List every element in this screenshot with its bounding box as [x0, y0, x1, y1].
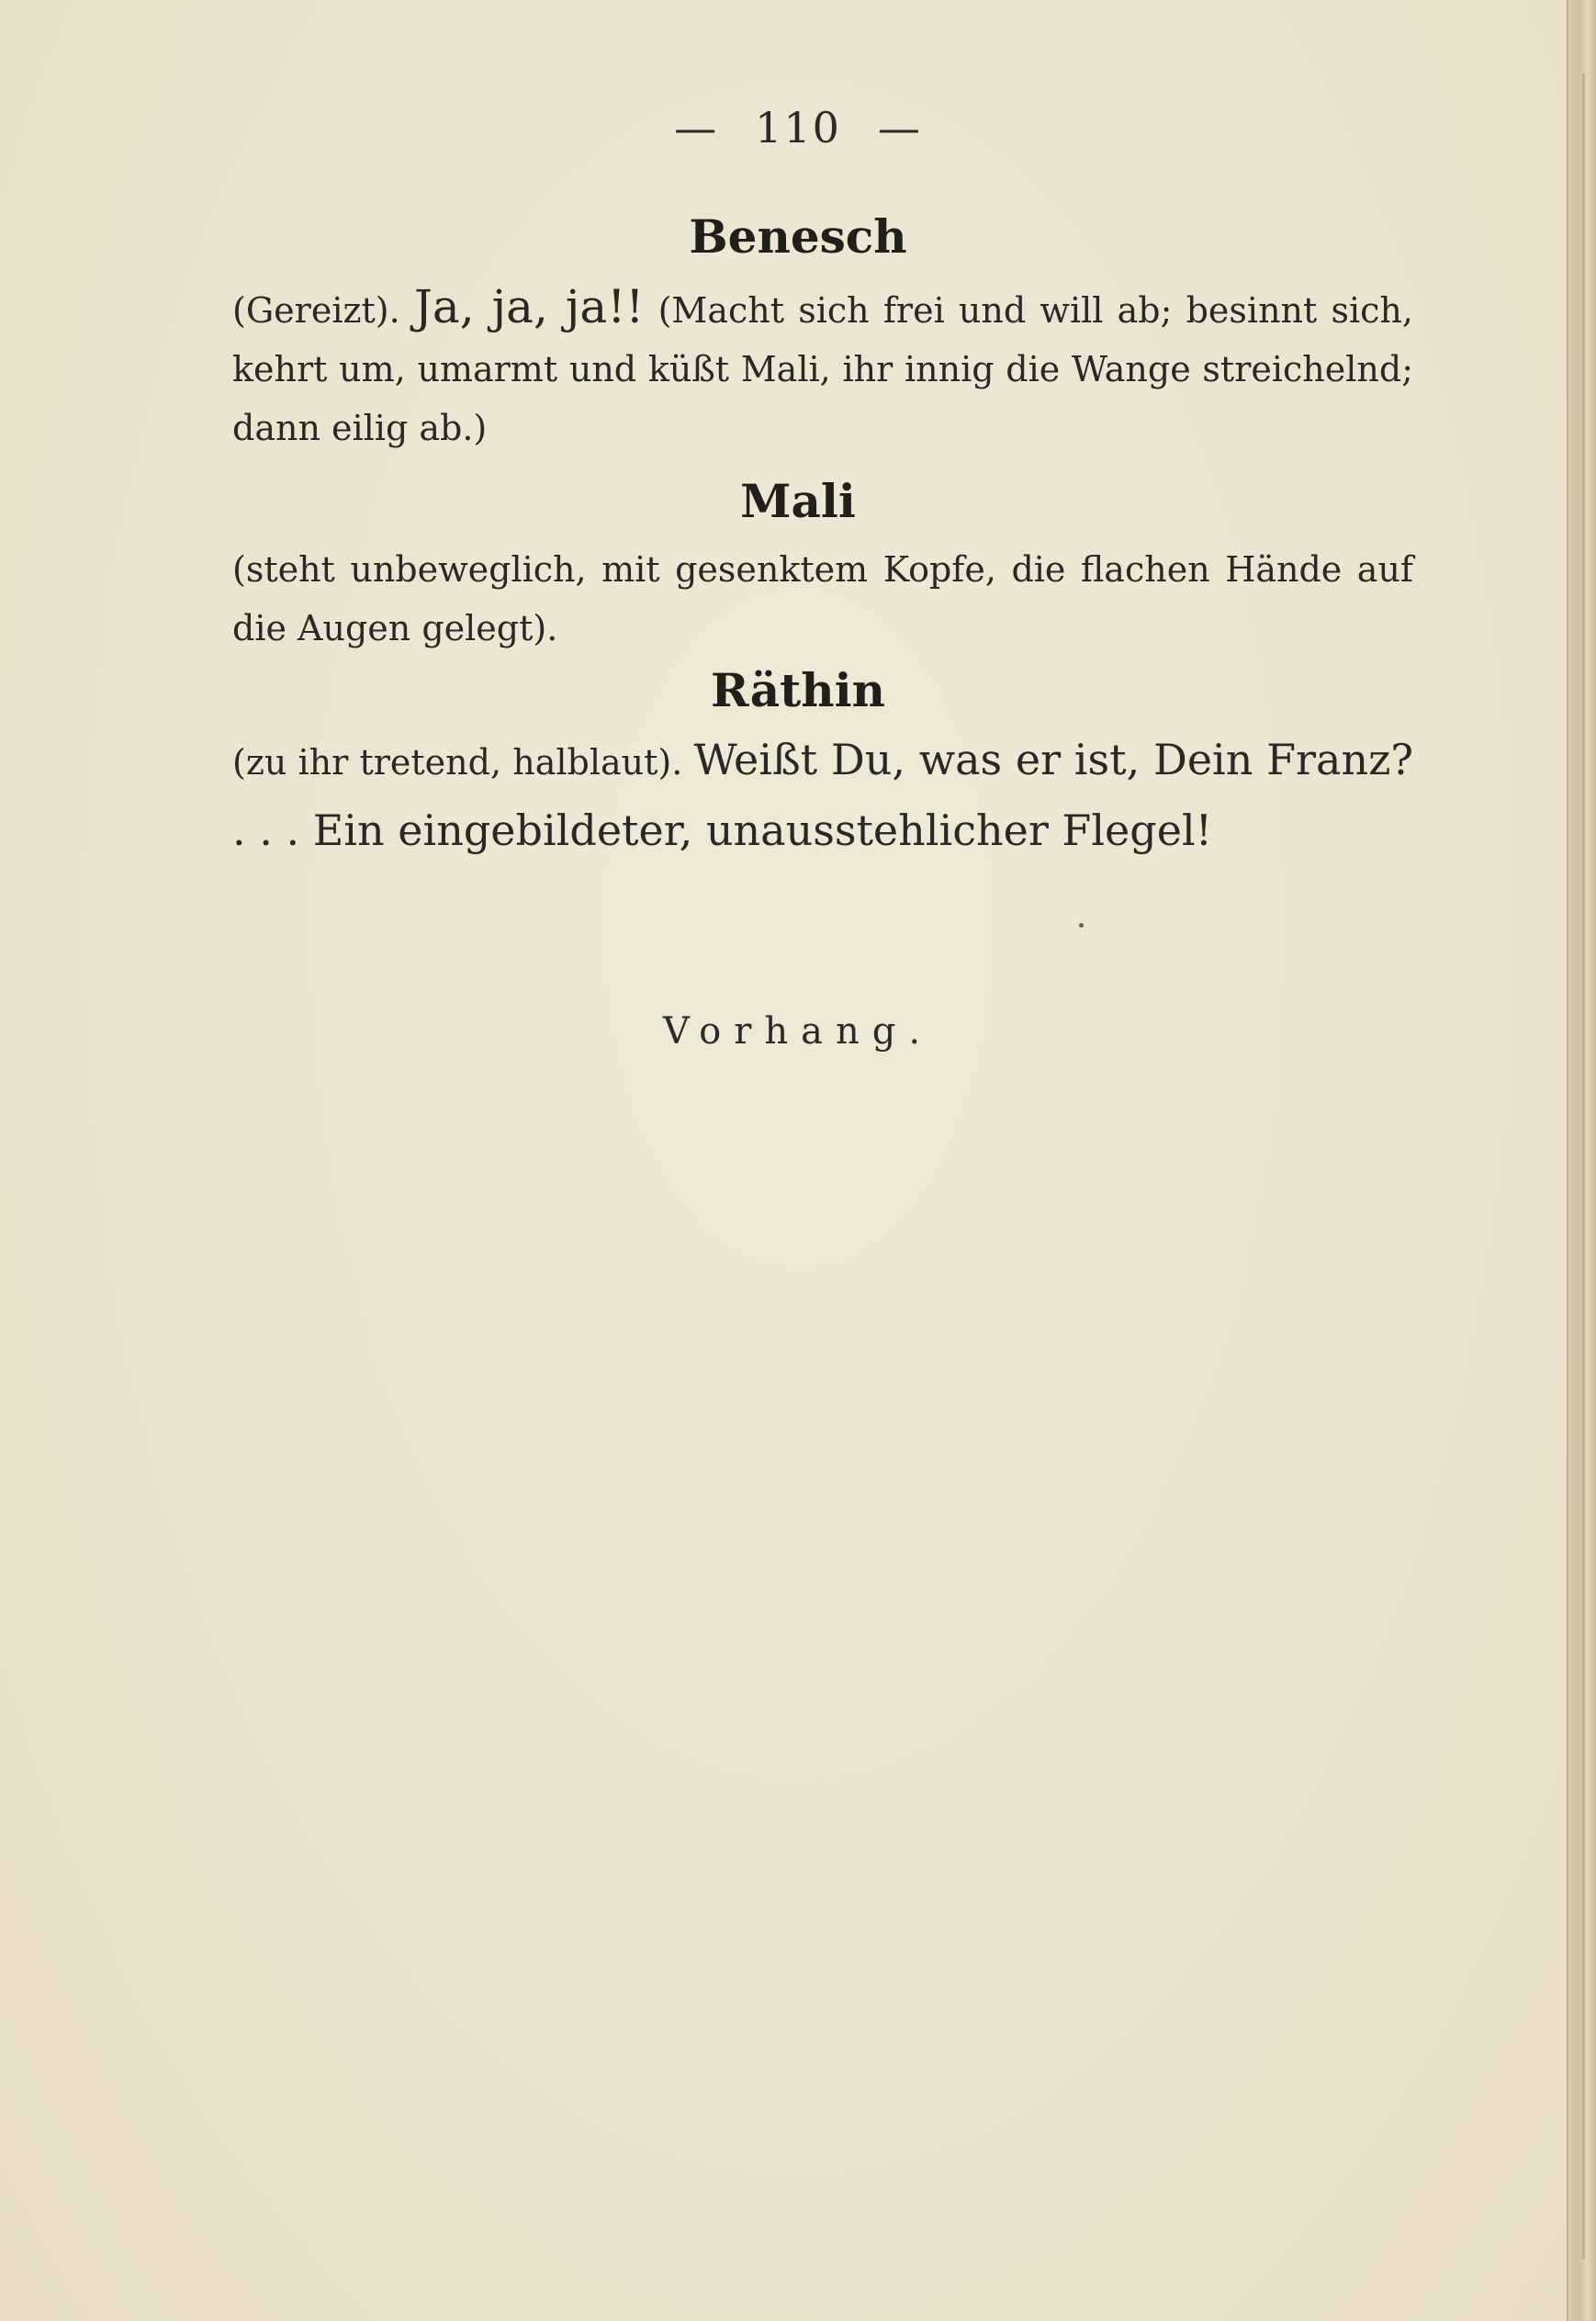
raethin-passage: [232, 726, 1413, 867]
page-header: [0, 103, 1596, 152]
benesch-direction-open: (Gereizt).: [232, 290, 400, 331]
benesch-direction-close: (Macht sich frei und will ab; besinnt sich, kehrt um, umarmt und küßt Mali, ihr innig die Wange streichelnd; dann eilig ab.): [232, 290, 1413, 448]
page-edge: [1567, 0, 1596, 2321]
mali-direction: (steht unbeweglich, mit gesenktem Kopfe, die flachen Hände auf die Augen gelegt).: [232, 549, 1413, 648]
raethin-direction: (zu ihr tretend, halblaut).: [232, 742, 683, 783]
closing-curtain: Vorhang.: [662, 1010, 934, 1053]
speaker-benesch: Benesch: [689, 209, 907, 264]
speaker-raethin: Räthin: [711, 663, 885, 717]
paper-speck: [1079, 923, 1084, 928]
mali-passage: [232, 540, 1413, 658]
benesch-speech: Ja, ja, ja!!: [413, 280, 645, 333]
header-dash-right: —: [877, 103, 922, 152]
benesch-passage: [232, 277, 1413, 457]
page-number: 110: [755, 103, 841, 152]
raethin-speech: Weißt Du, was er ist, Dein Franz? . . . Ein eingebildeter, unausstehlicher Flegel!: [232, 735, 1413, 855]
header-dash-left: —: [674, 103, 719, 152]
speaker-mali: Mali: [740, 474, 856, 528]
page-edge-line: [1582, 73, 1585, 2259]
